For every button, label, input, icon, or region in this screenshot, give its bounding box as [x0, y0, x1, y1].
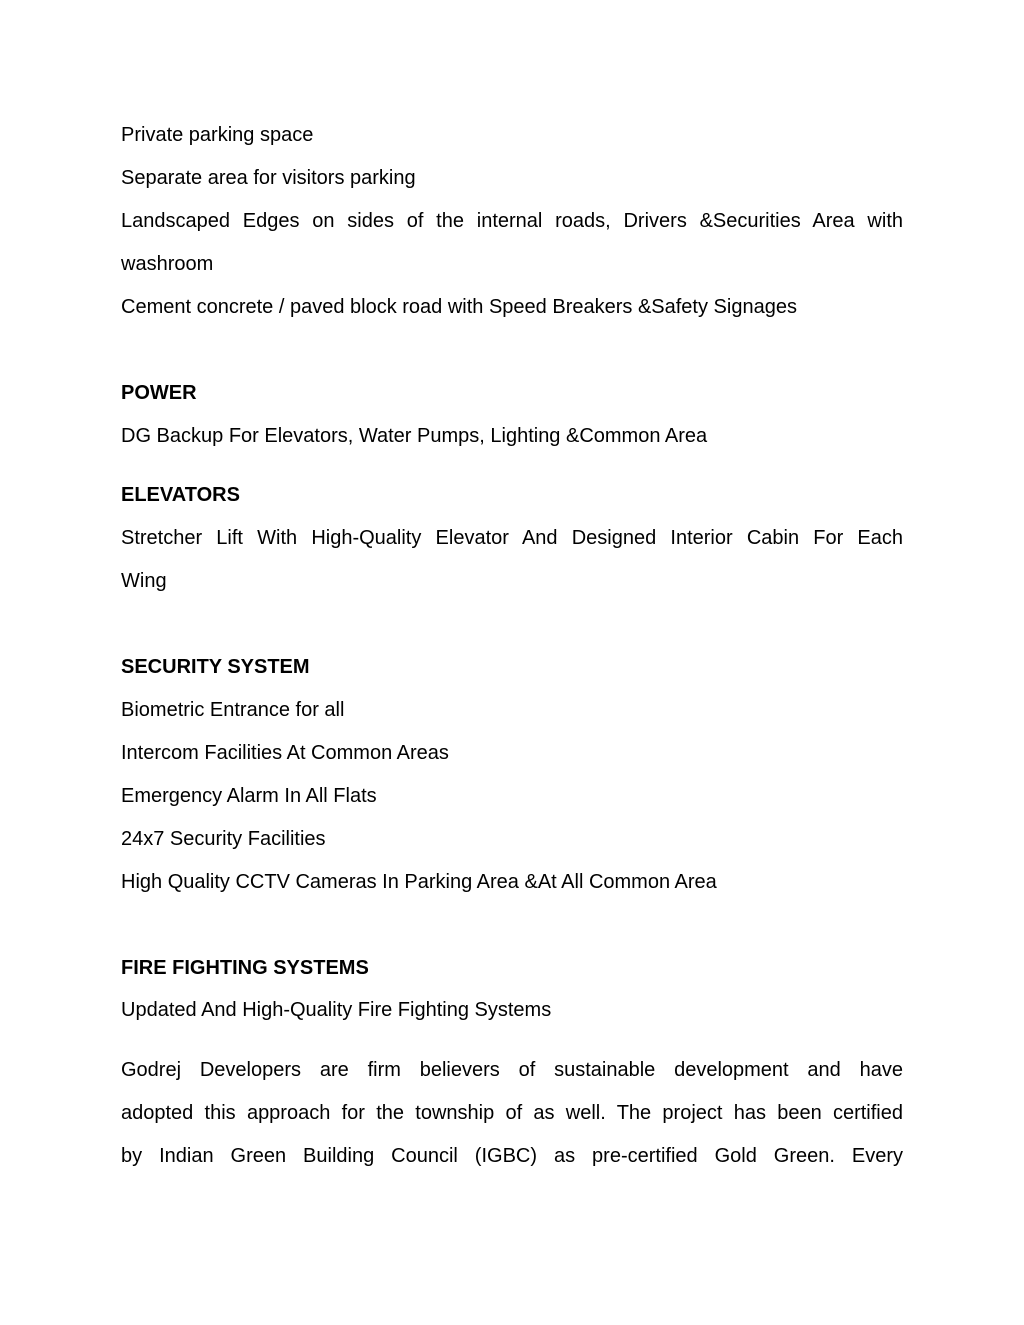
- security-line-intercom: Intercom Facilities At Common Areas: [121, 742, 449, 764]
- parking-line-landscaped: Landscaped Edges on sides of the internal roads, Drivers &Securities Area with: [121, 210, 903, 232]
- parking-line-visitors: Separate area for visitors parking: [121, 167, 416, 189]
- elevators-line-stretcher: Stretcher Lift With High-Quality Elevator And Designed Interior Cabin For Each: [121, 527, 903, 549]
- power-heading: POWER: [121, 382, 197, 404]
- security-line-alarm: Emergency Alarm In All Flats: [121, 785, 377, 807]
- closing-line-2: adopted this approach for the township of as well. The project has been certified: [121, 1102, 903, 1124]
- elevators-line-wing: Wing: [121, 570, 167, 592]
- closing-line-3: by Indian Green Building Council (IGBC) as pre-certified Gold Green. Every: [121, 1145, 903, 1167]
- security-line-biometric: Biometric Entrance for all: [121, 699, 345, 721]
- security-line-cctv: High Quality CCTV Cameras In Parking Area &At All Common Area: [121, 871, 717, 893]
- security-heading: SECURITY SYSTEM: [121, 656, 310, 678]
- fire-line-systems: Updated And High-Quality Fire Fighting Systems: [121, 999, 552, 1021]
- closing-line-1: Godrej Developers are firm believers of sustainable development and have: [121, 1059, 903, 1081]
- parking-line-road: Cement concrete / paved block road with Speed Breakers &Safety Signages: [121, 296, 797, 318]
- parking-line-washroom: washroom: [121, 253, 214, 275]
- elevators-heading: ELEVATORS: [121, 484, 240, 506]
- security-line-24x7: 24x7 Security Facilities: [121, 828, 326, 850]
- parking-line-private: Private parking space: [121, 124, 314, 146]
- power-line-dg-backup: DG Backup For Elevators, Water Pumps, Lighting &Common Area: [121, 425, 708, 447]
- fire-heading: FIRE FIGHTING SYSTEMS: [121, 957, 369, 979]
